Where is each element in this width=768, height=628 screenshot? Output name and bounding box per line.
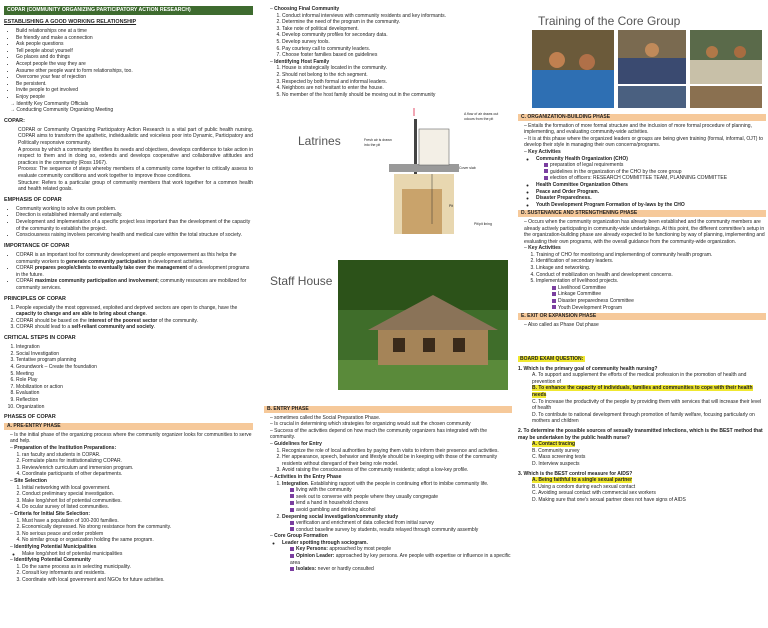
phase-a-intro: – Is the initial phase of the organizing process where the community organizer looks for communities to serve and help. (10, 432, 253, 445)
list-item: • COPAR maximize community participation and involvement; community resources are mobilized for community services. (16, 278, 253, 291)
list-item: 3. No serious peace and order problem (22, 531, 253, 538)
ipm-list (10, 551, 253, 558)
list-item: 2. Formulate plans for institutionalizing COPAR. (22, 458, 253, 465)
bullet-icon (290, 554, 294, 558)
list-item: • Overcome your fear of rejection (16, 74, 253, 81)
list-item: 5. Implementation of livelihood projects. (536, 278, 766, 285)
list-item: 3. Tentative program planning (16, 357, 253, 364)
list-item: 3. Respected by both formal and informal leaders. (282, 79, 512, 86)
list-item: 4. Develop community profiles for secondary data. (282, 32, 512, 39)
latrines-slide (264, 104, 512, 244)
answer-option: C. Mass screening tests (532, 454, 586, 461)
criteria-title: Criteria for Initial Site Selection: (14, 510, 91, 517)
document-title: COPAR (COMMUNITY ORGANIZING PARTICIPATORY ACTION RESEARCH) (4, 6, 253, 15)
bullet-icon (290, 508, 294, 512)
list-item: 1. Must have a population of 100-200 families. (22, 518, 253, 525)
list-item: ◦ Disaster Preparedness. (536, 195, 766, 202)
list-item: 2. Social Investigation (16, 351, 253, 358)
icon-list-item: living with the community (282, 487, 512, 494)
list-item: ◦ Peace and Order Program. (536, 189, 766, 196)
question-text: 1. Which is the primary goal of community health nursing? (518, 365, 658, 372)
list-item: 1. Training of CHO for monitoring and implementing of community health program. (536, 252, 766, 259)
list-item: 3. Linkage and networking. (536, 265, 766, 272)
list-item: – sometimes called the Social Preparation Phase. (270, 415, 512, 422)
list-item: 4. Coordinate participants of other departments. (22, 471, 253, 478)
icon-list-item: Key Persons: approached by most people (282, 546, 512, 553)
icon-list-item: conduct baseline survey by students, results relayed through community assembly (282, 527, 512, 534)
column-3 (518, 0, 766, 628)
list-item: • Build relationships one at a time (16, 28, 253, 35)
icon-list-item: Disaster preparedness Committee (544, 298, 766, 305)
host-list (270, 65, 512, 98)
board-exam-title: BOARD EXAM QUESTION: (520, 356, 584, 362)
training-slide (518, 0, 766, 108)
icon-list-item: lend a hand in household chores (282, 500, 512, 507)
icon-list-item: seek out to converse with people where they usually congregate (282, 494, 512, 501)
list-item: 3. Coordinate with local government and NGOs for future activities. (22, 577, 253, 584)
deepening-title: Deepening social investigation/community study (282, 513, 399, 520)
staff-house-photo (338, 260, 508, 390)
training-title: Training of the Core Group (538, 14, 681, 28)
list-item: 2. Economically depressed. No strong resistance from the community. (22, 524, 253, 531)
heading-phases: PHASES OF COPAR (4, 414, 56, 421)
column-2 (264, 0, 512, 628)
list-item: • Go places and do things (16, 54, 253, 61)
list-item: 5. Develop survey tools. (282, 39, 512, 46)
copar-paragraph: COPAR or Community Organizing Participatory Action Research is a vital part of public health nursing. COPAR aims to transform the apathetic, individualistic and voiceless poor into Dynamic, Participatory and Politically responsive community. (18, 126, 253, 147)
phase-d-label: D. SUSTENANCE AND STRENGTHENING PHASE (518, 210, 766, 217)
board-exam-block (518, 356, 766, 503)
leader-title: Leader spotting through sociogram. (282, 539, 368, 546)
list-item: 10. Organization (16, 404, 253, 411)
list-item: 3. Avoid raising the consciousness of the community residents; adopt a low-key profile. (282, 467, 512, 474)
heading-critical-steps: CRITICAL STEPS IN COPAR (4, 335, 76, 342)
bullet-icon (290, 501, 294, 505)
staff-house-slide (264, 248, 512, 394)
list-item: 2. Her appearance, speech, behavior and lifestyle should be in keeping with those of the community residents without disregard of their being role model. (282, 454, 512, 467)
heading-principles: PRINCIPLES OF COPAR (4, 295, 66, 302)
list-item: 5. No member of the host family should be moving out in the community (282, 92, 512, 99)
leader-list (282, 546, 512, 572)
list-item: – Also called as Phase Out phase (524, 322, 766, 329)
list-item: • Enjoy people (16, 94, 253, 101)
list-item: 3. COPAR should lead to a self-reliant community and society. (16, 324, 253, 331)
list-item: 4. Conduct of mobilization on health and development concerns. (536, 272, 766, 279)
list-item: ◦ Youth Development Program Formation of by-laws by the CHO (536, 202, 766, 209)
list-item: • Ask people questions (16, 41, 253, 48)
list-item: 2. COPAR should be based on the interest of the poorest sector of the community. (16, 318, 253, 325)
list-item: 6. Role Play (16, 377, 253, 384)
question-text: 2. To determine the possible sources of sexually transmitted infections, which is the BEST method that may be undertaken by the public health nurse? (518, 427, 763, 441)
answer-option: A. To support and supplement the efforts of the medical profession in the promotion of health and prevention of (532, 372, 747, 385)
importance-list (4, 252, 253, 292)
cho-list (536, 162, 766, 182)
list-item: 4. Neighbors are not hesitant to enter the house. (282, 85, 512, 92)
copar-paragraph: Process: The sequence of steps whereby members of a community come together to critically assess to evaluate community conditions and work together to improve those conditions. (18, 166, 253, 179)
question-list (518, 366, 766, 504)
list-item: 6. Pay courtesy call to community leaders. (282, 46, 512, 53)
heading-copar: COPAR: (4, 117, 25, 124)
list-item: 7. Choose foster families based on guidelines (282, 52, 512, 59)
list-item: ◦ Health Committee Organization Others (536, 182, 766, 189)
copar-paragraph: Structure: Refers to a particular group of community members that work together for a common health and health related goals. (18, 179, 253, 193)
list-item: 1. People especially the most oppressed, exploited and deprived sectors are open to change, have the capacity to change and are able to bring about change. (16, 305, 253, 318)
guidelines-title: Guidelines for Entry (274, 440, 322, 447)
answer-option: B. Community survey (532, 447, 580, 454)
list-item: 4. Groundwork – Create the foundation (16, 364, 253, 371)
list-item: 2. Determine the need of the program in the community. (282, 19, 512, 26)
list-item: • COPAR is an important tool for community development and people empowerment as this helps the community workers to generate community participation in development activities. (16, 252, 253, 265)
icon-list-item: preparation of legal requirements (536, 162, 766, 169)
heading-importance: IMPORTANCE OF COPAR (4, 242, 70, 249)
bullet-icon (290, 547, 294, 551)
staff-house-title: Staff House (270, 274, 333, 288)
icon-list-item: avoid gambling and drinking alcohol (282, 507, 512, 514)
answer-option: D. Interview suspects (532, 460, 580, 467)
ipm-title: Identifying Potential Municipalities (14, 543, 97, 550)
heading-emphasis: EMPHASIS OF COPAR (4, 196, 62, 203)
core-title: Core Group Formation (274, 533, 328, 540)
list-item: 5. Meeting (16, 371, 253, 378)
bullet-icon (552, 299, 556, 303)
guidelines-list (270, 448, 512, 474)
icon-list-item: election of officers: RESEARCH COMMITTEE TEAM, PLANNING COMMITTEE (536, 175, 766, 182)
answer-option: C. Avoiding sexual contact with commercial sex workers (532, 490, 656, 497)
list-item: ◦ Make long/short list of potential municipalities (22, 551, 253, 558)
cho-title: Community Health Organization (CHO) (536, 155, 628, 162)
answer-option: D. To contribute to national development through promotion of family welfare, focusing particularly on mothers and children (532, 411, 755, 425)
list-item: • COPAR prepares people/clients to eventually take over the management of a development programs in the future. (16, 265, 253, 278)
heading-working-relationship: ESTABLISHING A GOOD WORKING RELATIONSHIP (4, 18, 137, 25)
icon-list-item: Opinion Leader: approached by key persons. Are people with expertise or influence in a specific area (290, 553, 511, 566)
copar-paragraph: A process by which a community identifies its needs and objectives, develops confidence to take action in respect to them and in doing so, extends and develops cooperative and collaborative attitudes and practices in the community (Ross 1967). (18, 146, 253, 166)
list-item: 2. Should not belong to the rich segment. (282, 72, 512, 79)
icon-list-item: verification and enrichment of data collected from initial survey (282, 520, 512, 527)
list-item: 3. Make long/short list of potential communities. (22, 498, 253, 505)
bullet-icon (290, 567, 294, 571)
list-item: 1. Do the same process as in selecting municipality. (22, 564, 253, 571)
list-item: 1. Initial networking with local government. (22, 485, 253, 492)
list-item: 2. Conduct preliminary special investigation. (22, 491, 253, 498)
list-item: • Be persistent. (16, 81, 253, 88)
site-list (10, 485, 253, 511)
list-item: – Occurs when the community organization has already been established and the community members are already actively participating in community-wide undertakings. At this point, the different committee's setup in the organization-building phase are already expected to be functioning by way of planning, implementing and evaluating their own programs, with the overall guidance from the community-wide organization. (524, 219, 766, 245)
list-item: • Accept people the way they are (16, 61, 253, 68)
answer-option: A. Contact tracing (532, 441, 576, 448)
label-fresh-air: Fresh air is drawn into the pit (364, 138, 392, 147)
list-item: – It is at this phase where the organized leaders or groups are being given training (formal, informal, OJT) to develop their style in managing their own concerns/programs. (524, 136, 766, 149)
list-item: 2. Identification of secondary leaders. (536, 258, 766, 265)
deepening-list (282, 520, 512, 533)
list-item: • Consciousness raising involves perceiving health and medical care within the total structure of society. (16, 232, 253, 239)
list-item: – Success of the activities depend on how much the community organizers has integrated with the community. (270, 428, 512, 441)
training-photo-5 (690, 86, 762, 108)
ipc-list (10, 564, 253, 584)
key-bullets (524, 182, 766, 208)
list-item: • Assume other people want to form relationships, too. (16, 68, 253, 75)
criteria-list (10, 518, 253, 544)
list-item: → Conducting Community Organizing Meeting (10, 107, 114, 114)
icon-list-item: Livelihood Committee (544, 285, 766, 292)
bullet-icon (290, 494, 294, 498)
list-item: 1. Conduct informal interviews with community residents and key informants. (282, 13, 512, 20)
key-title: Key Activities (528, 148, 561, 155)
answer-option: D. Making sure that one's sexual partner does not have signs of AIDS (532, 496, 686, 503)
list-item: • Community working to solve its own problem. (16, 206, 253, 213)
latrines-title: Latrines (298, 134, 341, 148)
bullet-icon (544, 163, 548, 167)
prep-list (10, 452, 253, 478)
list-item: 2. Consult key informants and residents. (22, 570, 253, 577)
phase-a-label: A. PRE-ENTRY PHASE (4, 423, 253, 430)
training-photo-2 (618, 30, 686, 84)
integration-text: . Establishing rapport with the people in continuing effort to imbibe community life. (307, 480, 489, 487)
principles-list (4, 305, 253, 331)
list-item: – Is crucial in determining which strategies for organizing would suit the chosen community (270, 421, 512, 428)
list-item: • Invite people to get involved (16, 87, 253, 94)
training-photo-1 (532, 30, 614, 108)
list-item: • Be friendly and make a connection (16, 35, 253, 42)
answer-option: A. Being faithful to a single sexual partner (532, 477, 633, 484)
list-item: → Identify Key Community Officials (10, 100, 89, 107)
label-pit-lining: Pit/pit lining (474, 222, 492, 226)
working-arrow-list (4, 101, 253, 114)
icon-list-item: Youth Development Program (544, 305, 766, 312)
list-item: – Entails the formation of more formal structure and the inclusion of more formal procedure of planning, implementing, and evaluating community-wide activities. (524, 123, 766, 136)
label-cover-slab: Cover slab (459, 166, 476, 170)
list-item: 1. Integration (16, 344, 253, 351)
final-title: Choosing Final Community (274, 6, 340, 12)
bullet-icon (552, 286, 556, 290)
icon-list-item: Isolates: never or hardly consulted (282, 566, 512, 573)
bullet-icon (290, 488, 294, 492)
site-title: Site Selection (14, 477, 47, 484)
answer-option: B. To enhance the capacity of individuals, families and communities to cope with their health needs (532, 385, 753, 398)
list-item: 3. Review/enrich curriculum and immersion program. (22, 465, 253, 472)
list-item: • Direction is established internally and externally. (16, 212, 253, 219)
training-photo-4 (618, 86, 686, 108)
icon-list-item: Linkage Committee (544, 291, 766, 298)
list-item: • Tell people about yourself (16, 48, 253, 55)
emphasis-list (4, 206, 253, 239)
bullet-icon (552, 292, 556, 296)
bullet-icon (544, 176, 548, 180)
bullet-icon (552, 305, 556, 309)
working-list (4, 28, 253, 101)
phase-b-label: B. ENTRY PHASE (264, 406, 512, 413)
livelihood-list (524, 285, 766, 311)
exit-list (518, 322, 766, 329)
phase-e-label: E. EXIT OR EXPANSION PHASE (518, 313, 766, 320)
question-text: 3. Which is the BEST control measure for AIDS? (518, 470, 633, 477)
final-list (270, 13, 512, 59)
integration-list (282, 487, 512, 513)
activities-title: Activities in the Entry Phase (274, 473, 342, 480)
critical-steps-list (4, 344, 253, 410)
bullet-icon (544, 169, 548, 173)
list-item: 1. House is strategically located in the community. (282, 65, 512, 72)
host-title: Identifying Host Family (274, 58, 330, 65)
label-airflow: A flow of air draws out odours from the pit (464, 112, 499, 121)
list-item: 4. No similar group or organization holding the same program. (22, 537, 253, 544)
answer-option: B. Using a condom during each sexual contact (532, 483, 636, 490)
org-block (518, 112, 766, 328)
integration-title: Integration (282, 480, 308, 487)
list-item: 7. Mobilization or action (16, 384, 253, 391)
training-photo-3 (690, 30, 762, 84)
copar-paragraphs (4, 127, 253, 193)
column-1 (4, 0, 253, 628)
prep-title: Preparation of the Institution Preparations: (14, 445, 117, 452)
phase-c-label: C. ORGANIZATION-BUILDING PHASE (518, 114, 766, 121)
sus-key-list (524, 252, 766, 285)
entry-list (264, 415, 512, 441)
org-list (518, 123, 766, 149)
sus-list (518, 219, 766, 245)
answer-option: C. To increase the productivity of the people by providing them with services that will increase their level of health (532, 398, 762, 412)
entry-phase-block (264, 404, 512, 573)
ipc-title: Identifying Potential Community (14, 557, 91, 564)
list-item: 9. Reflection (16, 397, 253, 404)
icon-list-item: guidelines in the organization of the CHO by the core group (536, 169, 766, 176)
list-item: 1. Recognize the role of local authorities by paying them visits to inform their presence and activities. (282, 448, 512, 455)
bullet-icon (290, 527, 294, 531)
bullet-icon (290, 521, 294, 525)
list-item: 1. ran faculty and students in COPAR. (22, 452, 253, 459)
list-item: 8. Evaluation (16, 390, 253, 397)
list-item: 4. Do ocular survey of listed communities. (22, 504, 253, 511)
list-item: 3. Take note of political development. (282, 26, 512, 33)
list-item: • Development and implementation of a specific project less important than the development of the capacity of the community to establish the project. (16, 219, 253, 232)
label-pit: Pit (449, 204, 454, 208)
sus-key-title: Key Activities (528, 245, 561, 252)
